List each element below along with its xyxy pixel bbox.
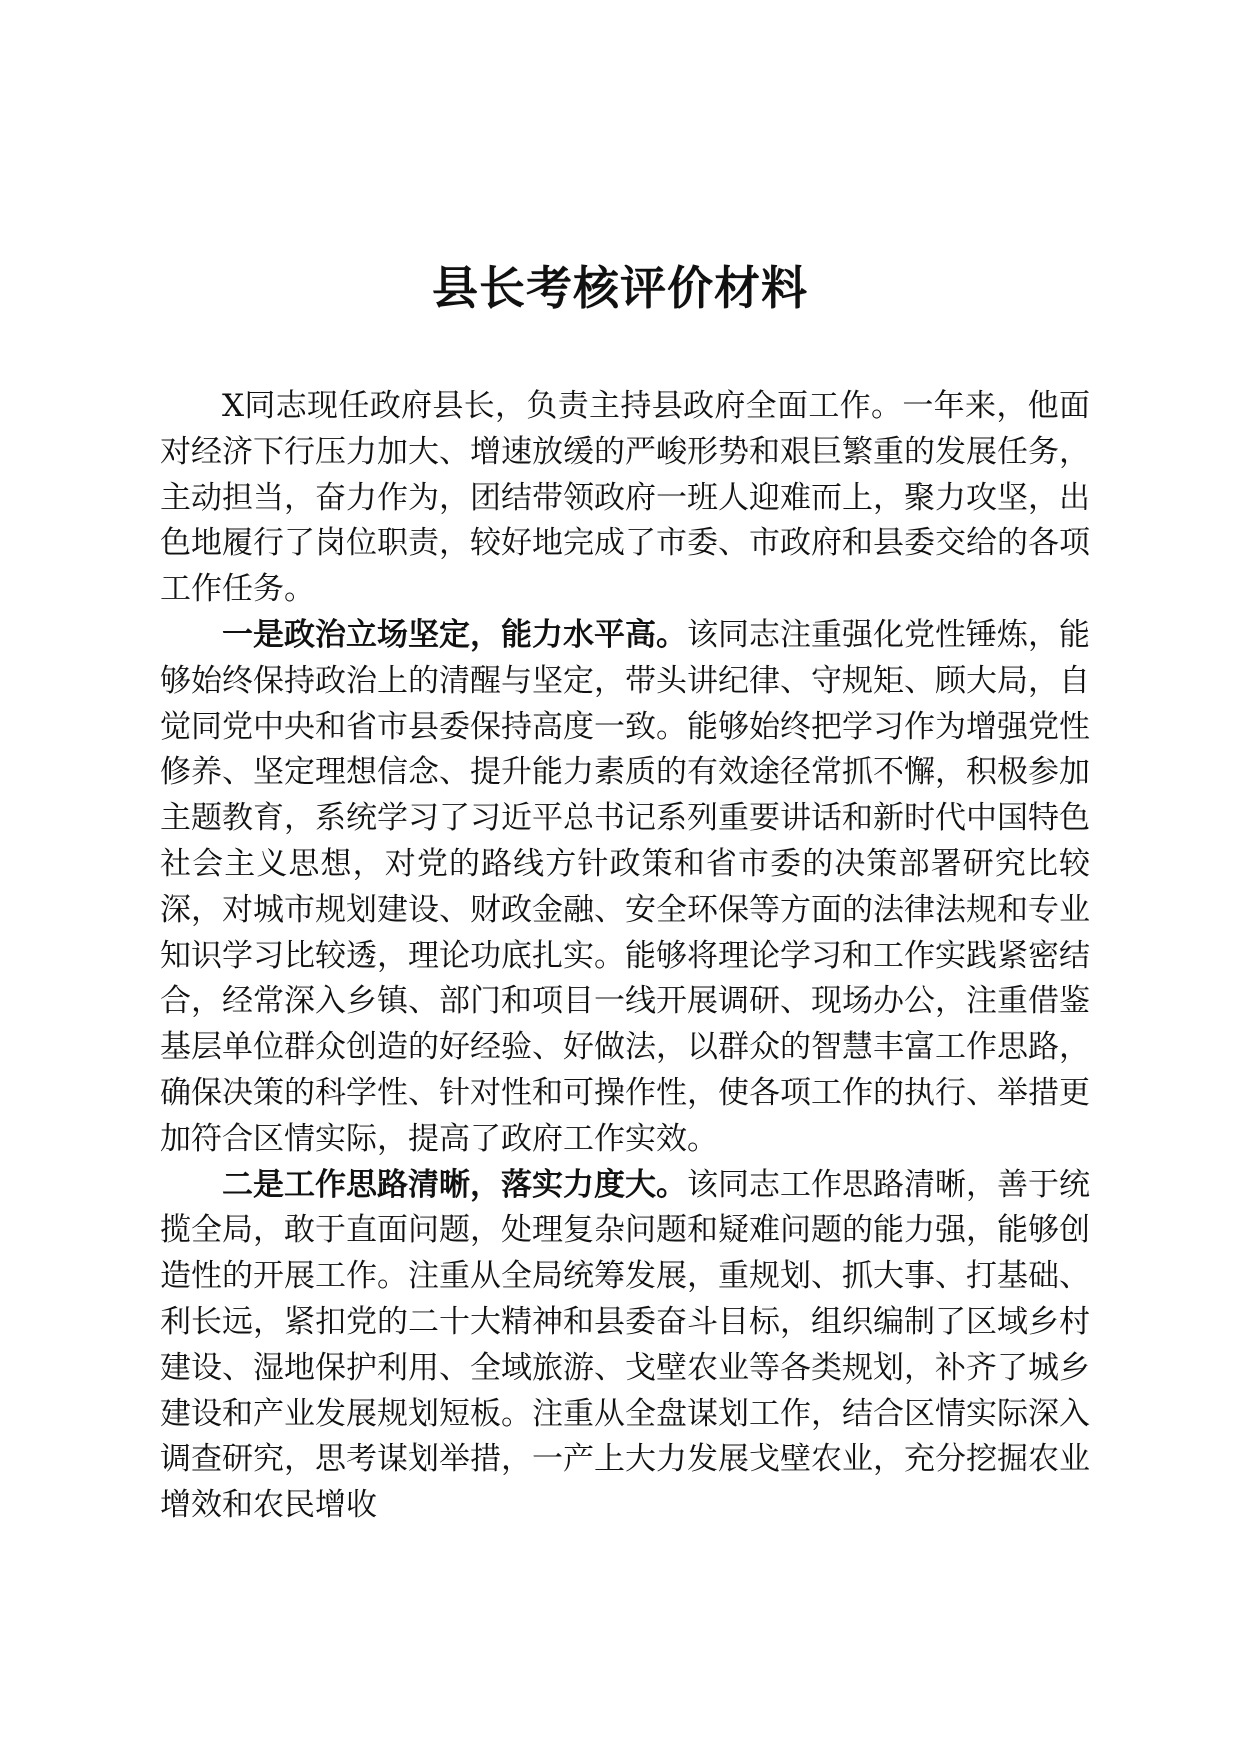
paragraph-intro-text: X同志现任政府县长，负责主持县政府全面工作。一年来，他面对经济下行压力加大、增速放缓的严峻形势和艰巨繁重的发展任务，主动担当，奋力作为，团结带领政府一班人迎难而上，聚力攻坚，出色地履行了岗位职责，较好地完成了市委、市政府和县委交给的各项工作任务。 [160, 388, 1090, 608]
paragraph-work-approach [160, 1163, 1090, 1529]
paragraph-political-stance-heading: 一是政治立场坚定，能力水平高。 [222, 616, 687, 653]
paragraph-intro [160, 384, 1090, 613]
document-title: 县长考核评价材料 [432, 261, 808, 315]
document-body [160, 384, 1090, 1529]
paragraph-work-approach-heading: 二是工作思路清晰，落实力度大。 [222, 1166, 687, 1203]
paragraph-work-approach-text: 该同志工作思路清晰，善于统揽全局，敢于直面问题，处理复杂问题和疑难问题的能力强，能够创造性的开展工作。注重从全局统筹发展，重规划、抓大事、打基础、利长远，紧扣党的二十大精神和县委奋斗目标，组织编制了区域乡村建设、湿地保护利用、全域旅游、戈壁农业等各类规划，补齐了城乡建设和产业发展规划短板。注重从全盘谋划工作，结合区情实际深入调查研究，思考谋划举措，一产上大力发展戈壁农业，充分挖掘农业增效和农民增收 [160, 1166, 1090, 1524]
paragraph-political-stance [160, 613, 1090, 1163]
paragraph-political-stance-text: 该同志注重强化党性锤炼，能够始终保持政治上的清醒与坚定，带头讲纪律、守规矩、顾大局，自觉同党中央和省市县委保持高度一致。能够始终把学习作为增强党性修养、坚定理想信念、提升能力素质的有效途径常抓不懈，积极参加主题教育，系统学习了习近平总书记系列重要讲话和新时代中国特色社会主义思想，对党的路线方针政策和省市委的决策部署研究比较深，对城市规划建设、财政金融、安全环保等方面的法律法规和专业知识学习比较透，理论功底扎实。能够将理论学习和工作实践紧密结合，经常深入乡镇、部门和项目一线开展调研、现场办公，注重借鉴基层单位群众创造的好经验、好做法，以群众的智慧丰富工作思路，确保决策的科学性、针对性和可操作性，使各项工作的执行、举措更加符合区情实际，提高了政府工作实效。 [160, 616, 1090, 1157]
